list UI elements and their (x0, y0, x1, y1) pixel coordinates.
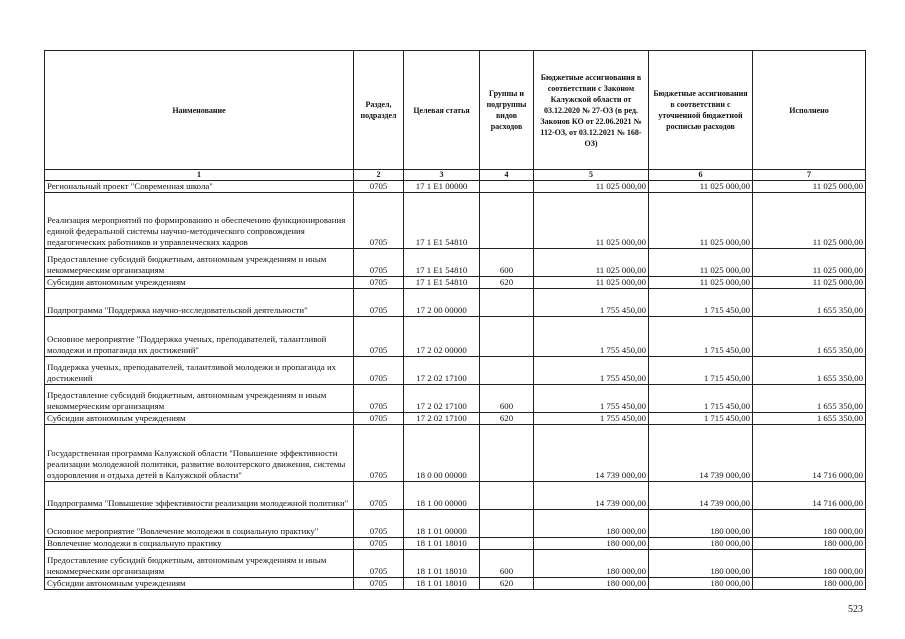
row-name: Основное мероприятие "Вовлечение молодежи в социальную практику" (45, 510, 354, 538)
row-group (480, 538, 534, 550)
col-header-name: Наименование (45, 51, 354, 170)
col-header-law: Бюджетные ассигнования в соответствии с Законом Калужской области от 03.12.2020 № 27-ОЗ (в ред. Законов КО от 22.06.2021 № 112-ОЗ, от 03.12.2021 № 168-ОЗ) (534, 51, 649, 170)
row-executed-amount: 1 655 350,00 (753, 413, 866, 425)
row-name: Предоставление субсидий бюджетным, автономным учреждениям и иным некоммерческим организациям (45, 249, 354, 277)
row-group (480, 482, 534, 510)
row-executed-amount: 1 655 350,00 (753, 385, 866, 413)
row-name: Государственная программа Калужской области "Повышение эффективности реализации молодежной политики, развитие волонтерского движения, системы оздоровления и отдыха детей в Калужской области" (45, 425, 354, 482)
row-group (480, 317, 534, 357)
row-section: 0705 (354, 317, 404, 357)
row-group (480, 193, 534, 249)
row-refined-amount: 180 000,00 (649, 538, 753, 550)
budget-table (44, 50, 866, 590)
row-refined-amount: 1 715 450,00 (649, 413, 753, 425)
table-row (45, 277, 866, 289)
table-row (45, 385, 866, 413)
table-row (45, 357, 866, 385)
col-number: 1 (45, 170, 354, 181)
row-article: 17 2 02 00000 (404, 317, 480, 357)
row-refined-amount: 180 000,00 (649, 550, 753, 578)
table-row (45, 193, 866, 249)
col-header-refined: Бюджетные ассигнования в соответствии с уточненной бюджетной росписью расходов (649, 51, 753, 170)
table-row (45, 510, 866, 538)
table-row (45, 249, 866, 277)
row-executed-amount: 14 716 000,00 (753, 425, 866, 482)
row-section: 0705 (354, 289, 404, 317)
col-number: 2 (354, 170, 404, 181)
row-section: 0705 (354, 482, 404, 510)
row-executed-amount: 11 025 000,00 (753, 193, 866, 249)
row-law-amount: 180 000,00 (534, 538, 649, 550)
row-group (480, 289, 534, 317)
row-article: 18 1 00 00000 (404, 482, 480, 510)
row-section: 0705 (354, 249, 404, 277)
row-group: 600 (480, 249, 534, 277)
row-article: 18 1 01 18010 (404, 578, 480, 590)
row-executed-amount: 11 025 000,00 (753, 249, 866, 277)
column-number-row (45, 170, 866, 181)
row-section: 0705 (354, 578, 404, 590)
col-header-article: Целевая статья (404, 51, 480, 170)
row-article: 17 2 02 17100 (404, 357, 480, 385)
row-name: Субсидии автономным учреждениям (45, 578, 354, 590)
row-section: 0705 (354, 193, 404, 249)
row-law-amount: 1 755 450,00 (534, 413, 649, 425)
row-executed-amount: 11 025 000,00 (753, 181, 866, 193)
row-name: Вовлечение молодежи в социальную практику (45, 538, 354, 550)
row-refined-amount: 1 715 450,00 (649, 317, 753, 357)
row-name: Подпрограмма "Поддержка научно-исследовательской деятельности" (45, 289, 354, 317)
row-law-amount: 11 025 000,00 (534, 181, 649, 193)
row-name: Основное мероприятие "Поддержка ученых, преподавателей, талантливой молодежи и пропаганда их достижений" (45, 317, 354, 357)
table-row (45, 413, 866, 425)
row-name: Реализация мероприятий по формированию и обеспечению функционирования единой федеральной системы научно-методического сопровождения педагогических работников и управленческих кадров (45, 193, 354, 249)
table-row (45, 482, 866, 510)
table-row (45, 550, 866, 578)
row-law-amount: 14 739 000,00 (534, 425, 649, 482)
row-name: Подпрограмма "Повышение эффективности реализации молодежной политики" (45, 482, 354, 510)
table-row (45, 181, 866, 193)
row-executed-amount: 180 000,00 (753, 550, 866, 578)
row-law-amount: 180 000,00 (534, 550, 649, 578)
row-law-amount: 180 000,00 (534, 510, 649, 538)
row-executed-amount: 14 716 000,00 (753, 482, 866, 510)
col-header-group: Группы и подгруппы видов расходов (480, 51, 534, 170)
row-law-amount: 14 739 000,00 (534, 482, 649, 510)
row-group: 600 (480, 550, 534, 578)
row-refined-amount: 11 025 000,00 (649, 277, 753, 289)
row-group (480, 357, 534, 385)
row-article: 17 1 E1 54810 (404, 249, 480, 277)
col-number: 3 (404, 170, 480, 181)
table-row (45, 289, 866, 317)
row-article: 18 1 01 18010 (404, 550, 480, 578)
row-law-amount: 11 025 000,00 (534, 193, 649, 249)
header-row (45, 51, 866, 170)
row-group: 620 (480, 277, 534, 289)
row-article: 17 2 02 17100 (404, 385, 480, 413)
row-name: Поддержка ученых, преподавателей, талантливой молодежи и пропаганда их достижений (45, 357, 354, 385)
table-row (45, 317, 866, 357)
row-section: 0705 (354, 181, 404, 193)
row-group: 620 (480, 578, 534, 590)
row-executed-amount: 1 655 350,00 (753, 317, 866, 357)
row-law-amount: 180 000,00 (534, 578, 649, 590)
row-article: 18 1 01 18010 (404, 538, 480, 550)
row-refined-amount: 180 000,00 (649, 578, 753, 590)
row-refined-amount: 11 025 000,00 (649, 181, 753, 193)
row-executed-amount: 180 000,00 (753, 510, 866, 538)
row-law-amount: 1 755 450,00 (534, 317, 649, 357)
row-section: 0705 (354, 538, 404, 550)
row-refined-amount: 1 715 450,00 (649, 357, 753, 385)
row-group (480, 425, 534, 482)
col-header-executed: Исполнено (753, 51, 866, 170)
row-refined-amount: 11 025 000,00 (649, 193, 753, 249)
row-name: Предоставление субсидий бюджетным, автономным учреждениям и иным некоммерческим организациям (45, 385, 354, 413)
page-number: 523 (848, 604, 863, 615)
row-article: 17 1 E1 00000 (404, 181, 480, 193)
row-section: 0705 (354, 510, 404, 538)
row-name: Субсидии автономным учреждениям (45, 413, 354, 425)
col-header-section: Раздел, подраздел (354, 51, 404, 170)
row-article: 18 0 00 00000 (404, 425, 480, 482)
row-article: 17 1 E1 54810 (404, 277, 480, 289)
row-section: 0705 (354, 413, 404, 425)
row-section: 0705 (354, 550, 404, 578)
row-group: 620 (480, 413, 534, 425)
row-section: 0705 (354, 425, 404, 482)
table-row (45, 538, 866, 550)
row-name: Предоставление субсидий бюджетным, автономным учреждениям и иным некоммерческим организациям (45, 550, 354, 578)
row-executed-amount: 1 655 350,00 (753, 357, 866, 385)
row-refined-amount: 1 715 450,00 (649, 289, 753, 317)
row-article: 17 2 00 00000 (404, 289, 480, 317)
row-law-amount: 1 755 450,00 (534, 289, 649, 317)
col-number: 6 (649, 170, 753, 181)
row-group (480, 510, 534, 538)
row-executed-amount: 180 000,00 (753, 538, 866, 550)
row-name: Субсидии автономным учреждениям (45, 277, 354, 289)
row-executed-amount: 1 655 350,00 (753, 289, 866, 317)
row-refined-amount: 180 000,00 (649, 510, 753, 538)
row-group (480, 181, 534, 193)
row-executed-amount: 11 025 000,00 (753, 277, 866, 289)
row-section: 0705 (354, 385, 404, 413)
col-number: 7 (753, 170, 866, 181)
row-section: 0705 (354, 357, 404, 385)
row-law-amount: 1 755 450,00 (534, 357, 649, 385)
row-article: 17 2 02 17100 (404, 413, 480, 425)
row-law-amount: 11 025 000,00 (534, 249, 649, 277)
row-group: 600 (480, 385, 534, 413)
row-executed-amount: 180 000,00 (753, 578, 866, 590)
row-law-amount: 1 755 450,00 (534, 385, 649, 413)
row-article: 17 1 E1 54810 (404, 193, 480, 249)
col-number: 4 (480, 170, 534, 181)
row-refined-amount: 14 739 000,00 (649, 425, 753, 482)
row-name: Региональный проект "Современная школа" (45, 181, 354, 193)
row-section: 0705 (354, 277, 404, 289)
col-number: 5 (534, 170, 649, 181)
table-row (45, 578, 866, 590)
row-article: 18 1 01 00000 (404, 510, 480, 538)
table-row (45, 425, 866, 482)
row-law-amount: 11 025 000,00 (534, 277, 649, 289)
row-refined-amount: 14 739 000,00 (649, 482, 753, 510)
row-refined-amount: 1 715 450,00 (649, 385, 753, 413)
row-refined-amount: 11 025 000,00 (649, 249, 753, 277)
